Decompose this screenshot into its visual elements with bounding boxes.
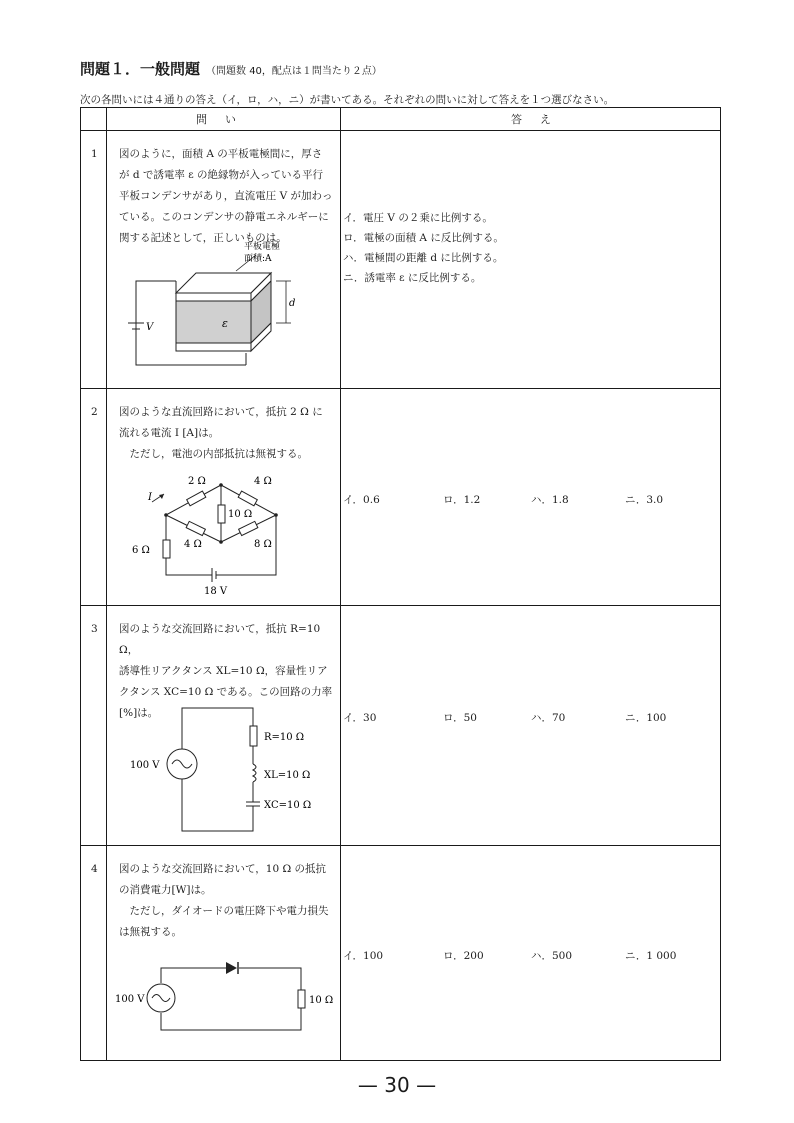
question-text-line: 図のような交流回路において，抵抗 R=10 Ω， <box>119 623 321 656</box>
question-text-line: 図のような交流回路において，10 Ω の抵抗 <box>119 863 327 875</box>
page-title <box>80 58 382 79</box>
resistor-4ohm-top-label: 4 Ω <box>254 476 272 487</box>
answer-column-divider <box>340 108 341 1060</box>
instruction-text: 次の各問いには４通りの答え（イ，ロ，ハ，ニ）が書いてある。それぞれの問いに対して答えを１つ選びなさい。 <box>80 94 615 106</box>
resistor-2ohm-label: 2 Ω <box>188 476 206 487</box>
question-text-line: クタンス XC=10 Ω である。この回路の力率 <box>119 686 333 698</box>
answer-option-ro[interactable]: ロ．電極の面積 A に反比例する。 <box>343 232 504 244</box>
thickness-label: d <box>289 298 296 309</box>
source-voltage-label: 100 V <box>115 994 145 1005</box>
question-text-line: 流れる電流 I [A]は。 <box>119 427 220 439</box>
section-subtitle: （問題数 40，配点は１問当たり２点） <box>206 66 382 77</box>
capacitive-reactance-label: XC=10 Ω <box>264 800 312 811</box>
question-2-text <box>119 402 339 465</box>
question-1-text <box>119 144 339 249</box>
answer-option-ni[interactable]: ニ．3.0 <box>625 494 664 506</box>
question-text-line: ただし，電池の内部抵抗は無視する。 <box>119 448 308 460</box>
question-text-line: 平板コンデンサがあり，直流電圧 V が加わっ <box>119 190 333 202</box>
answer-option-ha[interactable]: ハ．70 <box>531 712 566 724</box>
answer-option-i[interactable]: イ．電圧 V の２乗に比例する。 <box>343 212 493 224</box>
answer-option-ha[interactable]: ハ．500 <box>531 950 573 962</box>
question-4-number: 4 <box>91 863 98 875</box>
answer-option-i[interactable]: イ．30 <box>343 712 377 724</box>
question-text-line: [%]は。 <box>119 707 159 719</box>
question-4-text <box>119 859 339 943</box>
resistor-6ohm-label: 6 Ω <box>132 545 150 556</box>
question-text-line: 誘導性リアクタンス XL=10 Ω，容量性リア <box>119 665 328 677</box>
answer-option-ro[interactable]: ロ．1.2 <box>443 494 481 506</box>
row-divider-3 <box>81 845 720 846</box>
page-number: — 30 — <box>357 1073 437 1097</box>
column-header-question: 問い <box>196 113 254 126</box>
question-table <box>80 107 721 1061</box>
question-3-number: 3 <box>91 623 98 635</box>
resistor-4ohm-bottom-label: 4 Ω <box>184 539 202 550</box>
answer-option-ni[interactable]: ニ．1 000 <box>625 950 677 962</box>
answer-option-i[interactable]: イ．0.6 <box>343 494 380 506</box>
capacitor-figure <box>126 242 336 378</box>
ac-rlc-circuit-figure <box>126 706 336 836</box>
answer-option-ha[interactable]: ハ．1.8 <box>531 494 569 506</box>
question-text-line: の消費電力[W]は。 <box>119 884 212 896</box>
answer-option-ro[interactable]: ロ．200 <box>443 950 484 962</box>
inductive-reactance-label: XL=10 Ω <box>264 770 311 781</box>
battery-voltage-label: 18 V <box>204 586 228 597</box>
voltage-label: V <box>146 322 154 333</box>
question-text-line: ている。このコンデンサの静電エネルギーに <box>119 211 329 223</box>
answer-option-i[interactable]: イ．100 <box>343 950 384 962</box>
question-1-answers <box>343 208 504 288</box>
row-divider-1 <box>81 388 720 389</box>
permittivity-label: ε <box>222 317 228 330</box>
resistor-10ohm-label: 10 Ω <box>228 509 253 520</box>
answer-option-ro[interactable]: ロ．50 <box>443 712 477 724</box>
question-2-number: 2 <box>91 406 98 418</box>
dc-circuit-figure <box>132 470 316 597</box>
column-header-answer: 答え <box>511 113 569 126</box>
answer-option-ni[interactable]: ニ．誘電率 ε に反比例する。 <box>343 272 482 284</box>
question-text-line: 図のような直流回路において，抵抗 2 Ω に <box>119 406 323 418</box>
section-title: 問題１．一般問題 <box>80 60 201 78</box>
number-column-divider <box>106 108 107 1060</box>
electrode-label: 平板電極 <box>244 242 281 252</box>
header-divider <box>81 130 720 131</box>
question-text-line: が d で誘電率 ε の絶縁物が入っている平行 <box>119 169 324 181</box>
load-resistor-label: 10 Ω <box>309 995 334 1006</box>
resistance-label: R=10 Ω <box>264 732 305 743</box>
answer-option-ha[interactable]: ハ．電極間の距離 d に比例する。 <box>343 252 504 264</box>
resistor-8ohm-label: 8 Ω <box>254 539 272 550</box>
row-divider-2 <box>81 605 720 606</box>
question-text-line: 関する記述として，正しいものは。 <box>119 232 287 244</box>
current-label: I <box>148 492 152 503</box>
question-text-line: ただし，ダイオードの電圧降下や電力損失 <box>119 905 329 917</box>
area-label: 面積:A <box>244 254 272 264</box>
source-voltage-label: 100 V <box>130 760 160 771</box>
ac-diode-circuit-figure <box>111 958 341 1043</box>
answer-option-ni[interactable]: ニ．100 <box>625 712 667 724</box>
question-text-line: は無視する。 <box>119 926 182 938</box>
question-1-number: 1 <box>91 148 98 160</box>
question-text-line: 図のように，面積 A の平板電極間に，厚さ <box>119 148 323 160</box>
